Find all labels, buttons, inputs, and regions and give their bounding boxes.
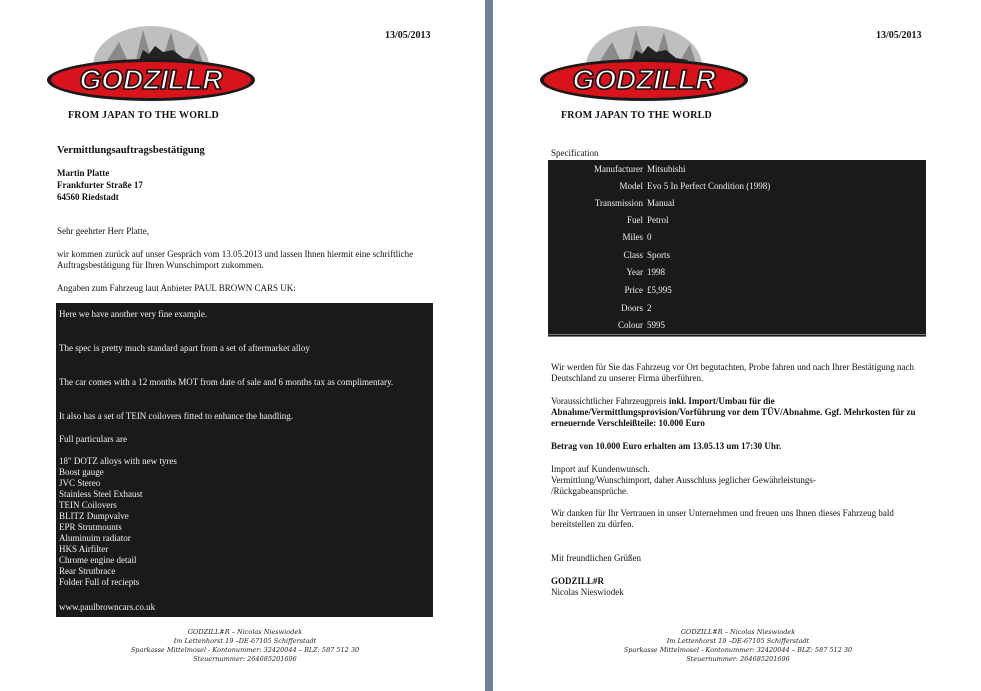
import-line: Vermittlung/Wunschimport, daher Ausschluss jeglicher Gewährleistungs- /Rückgabeansprüche. [551, 475, 816, 496]
website-text: www.paulbrowncars.co.uk [59, 602, 156, 612]
spec-value: Mitsubishi [647, 164, 686, 174]
company-name: GODZILL#R [551, 576, 605, 586]
address-street: Frankfurter Straße 17 [57, 180, 143, 190]
spec-row [548, 178, 926, 195]
spec-row [548, 264, 926, 281]
spec-label: Year [626, 267, 643, 277]
intro-paragraph: wir kommen zurück auf unser Gespräch vom 13.05.2013 und lassen Ihnen hiermit eine schriftliche Auftragsbestätigung für Ihren Wunschimport zukommen. [57, 249, 414, 270]
spec-table [548, 160, 926, 337]
spec-label: Price [624, 285, 643, 295]
spec-label: Model [619, 181, 643, 191]
spec-value: 5995 [647, 320, 665, 330]
recipient-address [57, 167, 143, 203]
greeting: Sehr geehrter Herr Platte, [57, 226, 149, 236]
spec-value: Sports [647, 250, 671, 260]
spec-label: Transmission [594, 198, 643, 208]
list-item: Rear Strutbrace [59, 566, 116, 576]
spec-label: Doors [621, 303, 643, 313]
spec-row [548, 247, 926, 264]
import-line: Import auf Kundenwunsch. [551, 464, 650, 474]
list-item: Stainless Steel Exhaust [59, 489, 143, 499]
address-city: 64560 Riedstadt [57, 192, 119, 202]
list-item: Chrome engine detail [59, 555, 137, 565]
list-item: TEIN Coilovers [59, 500, 117, 510]
closing-line: Mit freundlichen Grüßen [551, 553, 641, 563]
logo-text: GODZILLR [79, 64, 223, 95]
description-paragraph: Full particulars are [59, 434, 127, 444]
list-item: EPR Strutmounts [59, 522, 122, 532]
footer-line: Sparkasse Mittelmosel - Kontonummer: 32420044 – BLZ: 587 512 30 [130, 646, 360, 654]
page-footer [593, 628, 883, 664]
document-date: 13/05/2013 [385, 30, 431, 41]
description-paragraph: The spec is pretty much standard apart from a set of aftermarket alloy [59, 343, 310, 353]
description-paragraph: It also has a set of TEIN coilovers fitted to enhance the handling. [59, 411, 294, 421]
list-item: Folder Full of reciepts [59, 577, 140, 587]
spec-row [548, 282, 926, 299]
spec-row [548, 229, 926, 246]
footer-line: Im Lettenhorst 19 –DE-67105 Schifferstadt [666, 637, 810, 645]
list-item: 18" DOTZ alloys with new tyres [59, 456, 177, 466]
spec-title: Specification [551, 148, 599, 158]
logo-text: GODZILLR [572, 64, 716, 95]
spec-value: £5,995 [647, 285, 672, 295]
spec-label: Class [623, 250, 643, 260]
footer-line: GODZILL#R – Nicolas Nieswiodek [680, 628, 796, 636]
document-date: 13/05/2013 [876, 30, 922, 41]
footer-line: Im Lettenhorst 19 –DE-67105 Schifferstadt [173, 637, 317, 645]
footer-line: Steuernummer: 264685201696 [193, 655, 297, 663]
list-item: Boost gauge [59, 467, 104, 477]
tagline: FROM JAPAN TO THE WORLD [561, 110, 712, 121]
godzillr-logo [538, 24, 750, 104]
list-item: JVC Stereo [59, 478, 101, 488]
description-paragraph: Here we have another very fine example. [59, 309, 208, 319]
description-paragraph: The car comes with a 12 months MOT from date of sale and 6 months tax as complimentary. [59, 377, 394, 387]
price-details: inkl. Import/Umbau für die Abnahme/Vermittlungsprovision/Vorführung vor dem TÜV/Abnahme. Ggf. Mehrkosten für zu erneuernde Verschleißteile: 10.000 Euro [551, 396, 916, 428]
page-footer [100, 628, 390, 664]
spec-row [548, 195, 926, 212]
deposit-lead: Betrag von [551, 441, 594, 451]
footer-line: Steuernummer: 264685201696 [686, 655, 790, 663]
inspection-paragraph: Wir werden für Sie das Fahrzeug vor Ort begutachten, Probe fahren und nach Ihrer Bestätigung nach Deutschland zu unserer Firma überführen. [551, 362, 915, 383]
particulars-list [59, 456, 177, 588]
spec-label: Colour [617, 320, 643, 330]
spec-value: Evo 5 In Perfect Condition (1998) [647, 181, 771, 191]
document-page-left [0, 0, 485, 691]
spec-row [548, 161, 926, 178]
list-item: BLITZ Dumpvalve [59, 511, 129, 521]
spec-label: Manufacturer [594, 164, 643, 174]
signer-name: Nicolas Nieswiodek [551, 587, 624, 597]
spec-row [548, 300, 926, 317]
address-name: Martin Platte [57, 168, 110, 178]
spec-value: Manual [647, 198, 675, 208]
seller-line: Angaben zum Fahrzeug laut Anbieter PAUL BROWN CARS UK: [57, 283, 296, 293]
spec-label: Miles [622, 232, 643, 242]
vehicle-description-box [56, 303, 433, 617]
spec-value: 2 [647, 303, 652, 313]
spec-value: Petrol [647, 215, 669, 225]
deposit-line [551, 441, 781, 452]
document-page-right [493, 0, 981, 691]
deposit-details: 10.000 Euro erhalten am 13.05.13 um 17:30 Uhr. [595, 441, 782, 451]
document-title: Vermittlungsauftragsbestätigung [57, 145, 205, 156]
list-item: Aluminuim radiator [59, 533, 131, 543]
spec-value: 1998 [647, 267, 665, 277]
spec-label: Fuel [626, 215, 643, 225]
footer-line: GODZILL#R – Nicolas Nieswiodek [187, 628, 303, 636]
price-paragraph [551, 396, 926, 429]
godzillr-logo [45, 24, 257, 104]
list-item: HKS Airfilter [59, 544, 109, 554]
price-lead: Voraussichtlicher Fahrzeugpreis [551, 396, 667, 406]
spec-value: 0 [647, 232, 652, 242]
spec-row [548, 317, 926, 334]
thanks-paragraph: Wir danken für Ihr Vertrauen in unser Unternehmen und freuen uns Ihnen dieses Fahrzeug bald bereitstellen zu dürfen. [551, 508, 894, 529]
import-note [551, 464, 851, 497]
footer-line: Sparkasse Mittelmosel - Kontonummer: 32420044 – BLZ: 587 512 30 [623, 646, 853, 654]
tagline: FROM JAPAN TO THE WORLD [68, 110, 219, 121]
spec-row [548, 212, 926, 229]
